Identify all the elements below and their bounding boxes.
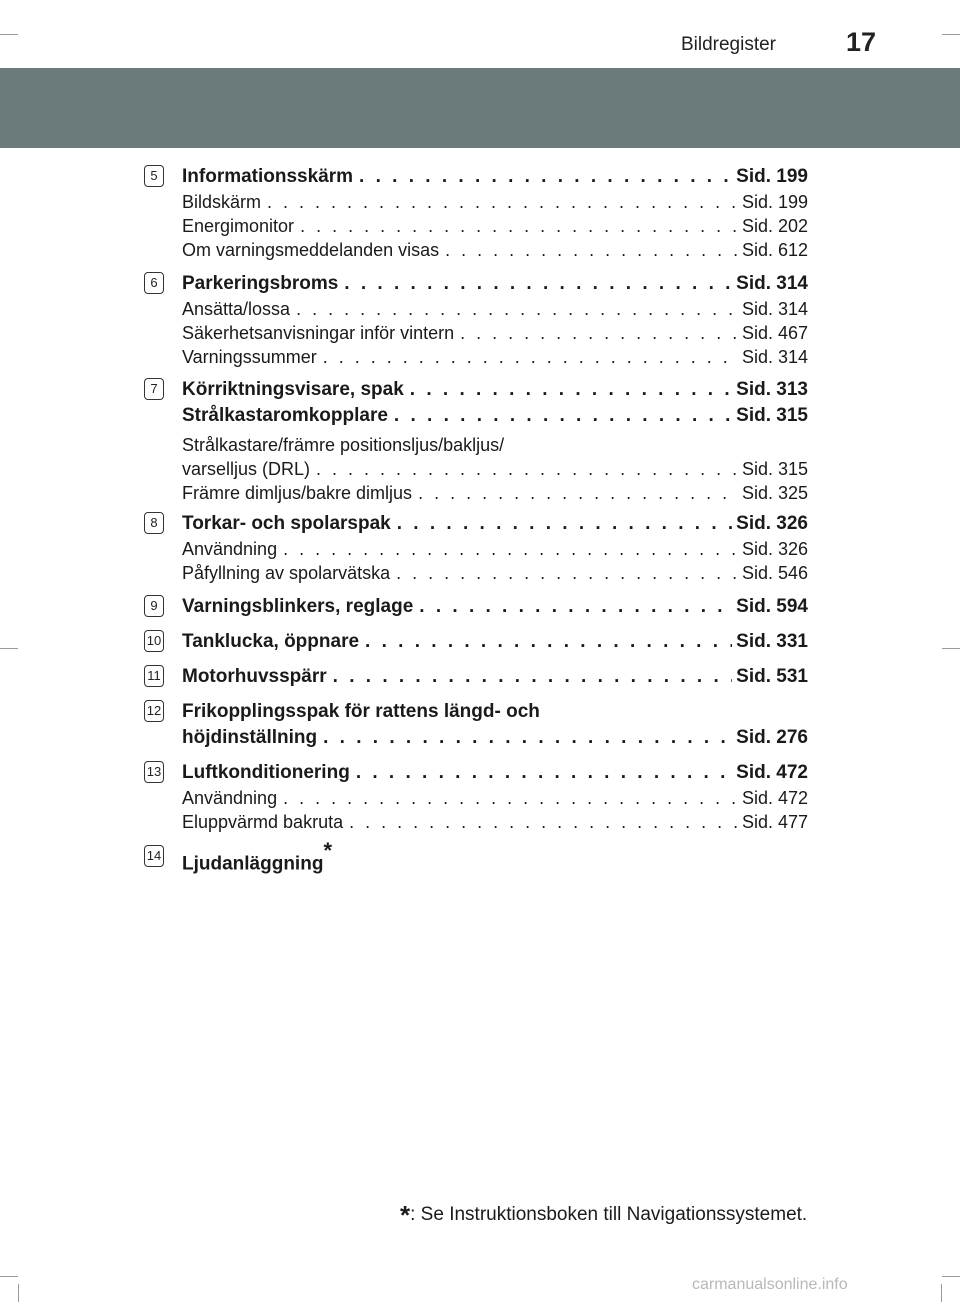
page-ref[interactable]: Sid. 314	[741, 299, 808, 319]
dot-leader	[333, 664, 733, 690]
crop-mark	[0, 34, 18, 35]
crop-mark	[942, 648, 960, 649]
index-entry	[182, 594, 808, 620]
page-ref[interactable]: Sid. 313	[736, 379, 808, 400]
dot-leader	[394, 403, 732, 429]
entry-title: Främre dimljus/bakre dimljus	[182, 483, 413, 503]
dot-leader	[300, 214, 738, 238]
index-entry	[182, 629, 808, 655]
page-number: 17	[845, 27, 876, 57]
crop-mark	[0, 648, 18, 649]
index-line[interactable]	[182, 190, 808, 214]
index-line[interactable]	[182, 629, 808, 655]
entry-title: Torkar- och spolarspak	[182, 513, 391, 534]
item-number-badge: 7	[144, 378, 164, 400]
entry-title: Informationsskärm	[182, 166, 354, 187]
entry-title: varselljus (DRL)	[182, 459, 311, 479]
entry-title: Eluppvärmd bakruta	[182, 812, 344, 832]
index-entry	[182, 699, 808, 751]
page-ref[interactable]: Sid. 546	[741, 563, 808, 583]
dot-leader	[296, 297, 738, 321]
entry-title: höjdinställning	[182, 727, 318, 748]
dot-leader	[396, 561, 738, 585]
index-line[interactable]	[182, 377, 808, 403]
dot-leader	[460, 321, 738, 345]
page-ref[interactable]: Sid. 326	[741, 539, 808, 559]
entry-title: Ansätta/lossa	[182, 299, 291, 319]
index-entry	[182, 511, 808, 585]
page-ref[interactable]: Sid. 594	[736, 596, 808, 617]
crop-mark	[941, 1284, 942, 1302]
page-header	[0, 0, 960, 64]
entry-title: Om varningsmeddelanden visas	[182, 240, 440, 260]
crop-mark	[942, 34, 960, 35]
page-ref[interactable]: Sid. 202	[741, 216, 808, 236]
entry-title: Varningsblinkers, reglage	[182, 596, 414, 617]
footnote-star: *	[400, 1200, 411, 1230]
index-line[interactable]	[182, 664, 808, 690]
entry-title: Säkerhetsanvisningar inför vintern	[182, 323, 455, 343]
entry-title: Påfyllning av spolarvätska	[182, 563, 391, 583]
index-line	[182, 699, 808, 725]
index-line[interactable]	[182, 725, 808, 751]
item-number-badge: 5	[144, 165, 164, 187]
page-ref[interactable]: Sid. 467	[741, 323, 808, 343]
item-number-badge: 12	[144, 700, 164, 722]
page-ref[interactable]: Sid. 477	[741, 812, 808, 832]
index-line[interactable]	[182, 321, 808, 345]
index-line[interactable]	[182, 214, 808, 238]
item-number-badge: 8	[144, 512, 164, 534]
dot-leader	[323, 345, 738, 369]
index-line[interactable]	[182, 537, 808, 561]
index-line[interactable]	[182, 345, 808, 369]
dot-leader	[419, 594, 732, 620]
item-number-badge: 14	[144, 845, 164, 867]
index-line[interactable]	[182, 838, 808, 875]
dot-leader	[445, 238, 738, 262]
index-line[interactable]	[182, 511, 808, 537]
crop-mark	[942, 1276, 960, 1277]
crop-mark	[18, 1284, 19, 1302]
entry-title: Ljudanläggning	[182, 853, 324, 875]
index-line[interactable]	[182, 786, 808, 810]
index-line[interactable]	[182, 297, 808, 321]
page-ref[interactable]: Sid. 199	[741, 192, 808, 212]
page-ref[interactable]: Sid. 315	[736, 405, 808, 426]
page-ref[interactable]: Sid. 331	[736, 631, 808, 652]
index-entry	[182, 377, 808, 505]
entry-title: Frikopplingsspak för rattens längd- och	[182, 701, 540, 722]
dot-leader	[365, 629, 732, 655]
dot-leader	[359, 164, 732, 190]
index-line[interactable]	[182, 164, 808, 190]
index-entry	[182, 760, 808, 834]
dot-leader	[356, 760, 732, 786]
entry-title: Parkeringsbroms	[182, 273, 339, 294]
index-entry	[182, 164, 808, 262]
page-ref[interactable]: Sid. 314	[736, 273, 808, 294]
entry-title: Strålkastaromkopplare	[182, 405, 388, 426]
index-entry	[182, 271, 808, 369]
page-ref[interactable]: Sid. 314	[741, 347, 808, 367]
dot-leader	[397, 511, 732, 537]
index-entry	[182, 838, 808, 875]
section-title: Bildregister	[680, 34, 776, 55]
page-ref[interactable]: Sid. 472	[741, 788, 808, 808]
page-ref[interactable]: Sid. 531	[736, 666, 808, 687]
dot-leader	[410, 377, 732, 403]
entry-title: Strålkastare/främre positionsljus/bakljus/	[182, 435, 505, 455]
footnote	[400, 1196, 808, 1230]
index-line[interactable]	[182, 457, 808, 481]
page-ref[interactable]: Sid. 326	[736, 513, 808, 534]
crop-mark	[0, 1276, 18, 1277]
entry-title: Tanklucka, öppnare	[182, 631, 360, 652]
dot-leader	[316, 457, 738, 481]
index-line[interactable]	[182, 238, 808, 262]
page-ref[interactable]: Sid. 276	[736, 727, 808, 748]
index-line[interactable]	[182, 594, 808, 620]
header-band	[0, 68, 960, 148]
page-ref[interactable]: Sid. 315	[741, 459, 808, 479]
item-number-badge: 13	[144, 761, 164, 783]
dot-leader	[283, 537, 738, 561]
dot-leader	[267, 190, 738, 214]
index-entry	[182, 664, 808, 690]
dot-leader	[323, 725, 732, 751]
item-number-badge: 6	[144, 272, 164, 294]
entry-title: Luftkonditionering	[182, 762, 350, 783]
page-ref[interactable]: Sid. 199	[736, 166, 808, 187]
footnote-text: : Se Instruktionsboken till Navigationssystemet.	[410, 1204, 808, 1225]
item-number-badge: 10	[144, 630, 164, 652]
entry-title: Motorhuvsspärr	[182, 666, 327, 687]
index-line[interactable]	[182, 810, 808, 834]
item-number-badge: 9	[144, 595, 164, 617]
dot-leader	[283, 786, 738, 810]
index-line	[182, 433, 808, 457]
footnote-marker: *	[323, 838, 332, 863]
page-ref[interactable]: Sid. 325	[741, 483, 808, 503]
dot-leader	[344, 271, 732, 297]
item-number-badge: 11	[144, 665, 164, 687]
entry-title: Bildskärm	[182, 192, 262, 212]
index-line[interactable]	[182, 561, 808, 585]
index-line[interactable]	[182, 403, 808, 429]
index-line[interactable]	[182, 760, 808, 786]
dot-leader	[349, 810, 738, 834]
index-line[interactable]	[182, 481, 808, 505]
entry-title: Energimonitor	[182, 216, 295, 236]
page-ref[interactable]: Sid. 472	[736, 762, 808, 783]
entry-title: Användning	[182, 539, 278, 559]
dot-leader	[418, 481, 738, 505]
watermark: carmanualsonline.info	[692, 1276, 848, 1293]
entry-title: Varningssummer	[182, 347, 317, 367]
page-ref[interactable]: Sid. 612	[741, 240, 808, 260]
index-line[interactable]	[182, 271, 808, 297]
entry-title: Körriktningsvisare, spak	[182, 379, 404, 400]
entry-title: Användning	[182, 788, 278, 808]
